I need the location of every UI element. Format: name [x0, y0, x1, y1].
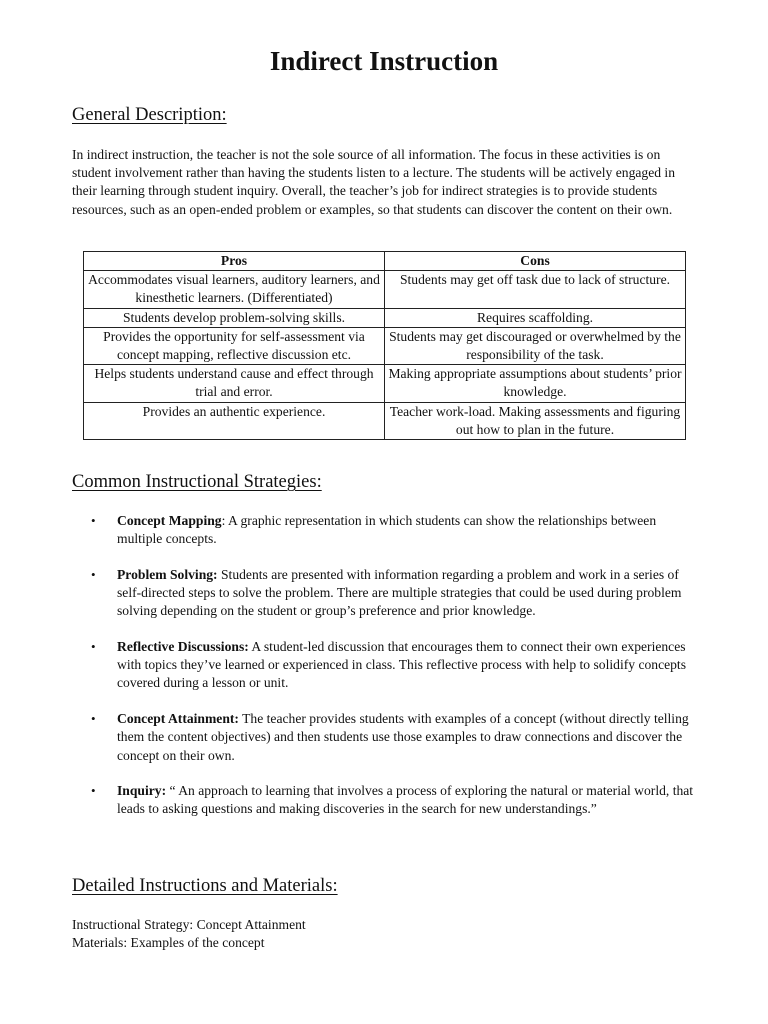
list-item: [72, 710, 698, 765]
list-item: [72, 638, 698, 693]
table-row: [84, 271, 686, 308]
pro-cell: Students develop problem-solving skills.: [84, 308, 385, 327]
strategies-list: [72, 512, 698, 836]
bullet-icon: •: [91, 639, 96, 655]
con-cell: Students may get discouraged or overwhelmed by the responsibility of the task.: [385, 327, 686, 364]
pros-header: Pros: [84, 252, 385, 271]
strategy-term: Problem Solving:: [117, 566, 218, 582]
general-description-heading: General Description:: [72, 105, 227, 125]
strategy-term: Inquiry:: [117, 783, 167, 799]
strategy-term: Concept Attainment:: [117, 711, 239, 727]
strategy-description: The teacher provides students with examples of a concept (without directly telling them the content objectives) and then students use those examples to draw connections and discover the concept on their own.: [117, 711, 689, 763]
materials-line: Materials: Examples of the concept: [72, 935, 265, 950]
pro-cell: Accommodates visual learners, auditory learners, and kinesthetic learners. (Differentiated): [84, 271, 385, 308]
page-title: Indirect Instruction: [269, 46, 499, 76]
general-description-paragraph: In indirect instruction, the teacher is not the sole source of all information. The focus in these activities is on student involvement rather than having the students listen to a lecture. The students will be actively engaged in their learning through student inquiry. Overall, the teacher’s job for indirect strategies is to provide students resources, such as an open-ended problem or examples, so that students can discover the content on their own.: [72, 147, 676, 217]
con-cell: Teacher work-load. Making assessments and figuring out how to plan in the future.: [385, 402, 686, 439]
table-row: [84, 327, 686, 364]
strategy-description: : A graphic representation in which students can show the relationships between multiple concepts.: [117, 513, 657, 547]
strategies-heading: Common Instructional Strategies:: [72, 472, 322, 492]
table-row: [84, 308, 686, 327]
table-row: [84, 365, 686, 402]
table-header-row: [84, 252, 686, 271]
pro-cell: Helps students understand cause and effect through trial and error.: [84, 365, 385, 402]
strategy-term: Concept Mapping: [117, 513, 222, 528]
instructional-strategy-line: Instructional Strategy: Concept Attainment: [72, 917, 306, 932]
cons-header: Cons: [385, 252, 686, 271]
con-cell: Students may get off task due to lack of structure.: [385, 271, 686, 308]
con-cell: Requires scaffolding.: [385, 308, 686, 327]
table-row: [84, 402, 686, 439]
list-item: [72, 512, 698, 548]
strategy-description: A student-led discussion that encourages them to connect their own experiences with topics they’ve learned or experienced in class. This reflective process with help to solidify concepts covered during a lesson or unit.: [117, 639, 686, 691]
bullet-icon: •: [91, 513, 96, 528]
strategy-description: Students are presented with information regarding a problem and work in a series of self-directed steps to solve the problem. There are multiple strategies that could be used during problem solving depending on the student or group’s preference and prior knowledge.: [117, 566, 682, 619]
strategy-description: “ An approach to learning that involves a process of exploring the natural or material world, that leads to asking questions and making discoveries in the search for new understandings.”: [117, 783, 694, 817]
bullet-icon: •: [91, 711, 96, 727]
bullet-icon: •: [91, 566, 96, 582]
list-item: [72, 566, 698, 621]
strategy-term: Reflective Discussions:: [117, 639, 249, 655]
detailed-instructions-heading: Detailed Instructions and Materials:: [72, 876, 338, 896]
pros-cons-table: [83, 251, 686, 440]
pro-cell: Provides an authentic experience.: [84, 402, 385, 439]
list-item: [72, 782, 698, 818]
pro-cell: Provides the opportunity for self-assessment via concept mapping, reflective discussion etc.: [84, 327, 385, 364]
con-cell: Making appropriate assumptions about students’ prior knowledge.: [385, 365, 686, 402]
bullet-icon: •: [91, 783, 96, 799]
